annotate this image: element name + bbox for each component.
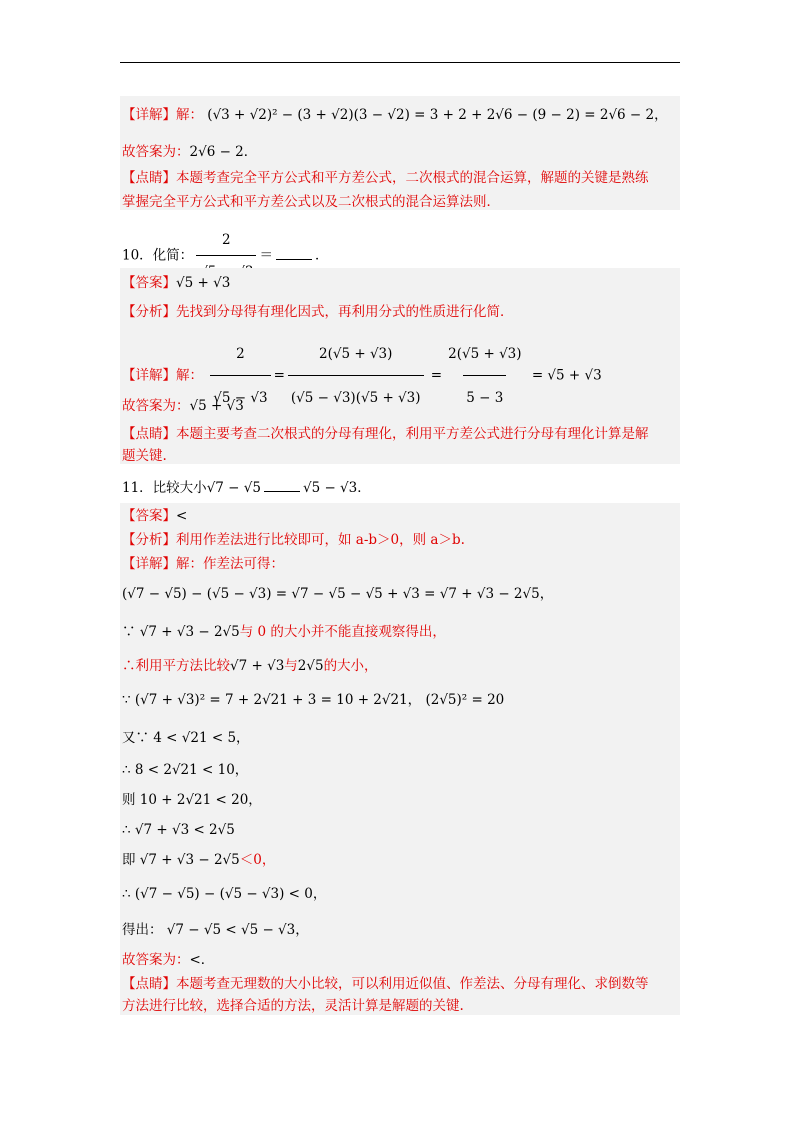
q11-step-7 (122, 790, 262, 810)
q10-comment-line1 (122, 424, 649, 444)
frac-denominator: 5 − 3 (463, 375, 506, 418)
q11-left-expr: √7 − √5 (206, 480, 261, 496)
step-text: 与 (284, 658, 298, 674)
frac-numerator: 2 (236, 346, 245, 362)
q11-step-9 (122, 850, 275, 870)
question-number: 11．比较大小 (122, 480, 207, 496)
q11-step-1 (122, 584, 553, 604)
analysis-label: 【分析】 (122, 304, 176, 320)
step-expression: ∴ √7 + √3 < 2√5 (122, 822, 235, 838)
q11-prompt (122, 477, 371, 498)
q10-detail-line: 【详解】解： $\frac{2}{√5 - √3}$ = $\frac{2(√5 + √3)}{(√5 - √3)(√5 + √3)}$ = $\frac{2(√5 + √3)}{5 - 3}$ = √5 + √3 (122, 334, 602, 418)
q9-comment-line2 (122, 192, 500, 212)
comment-text: 题关键. (122, 448, 167, 464)
detail-text: 解：作差法可得： (176, 556, 284, 572)
q11-step-11 (122, 920, 309, 940)
q9-answer-value: 2√6 − 2． (189, 144, 258, 160)
comment-label: 【点睛】 (122, 170, 176, 186)
q11-step-5 (122, 728, 250, 748)
q11-step-6 (122, 760, 248, 780)
analysis-text: 先找到分母得有理化因式，再利用分式的性质进行化简． (176, 304, 514, 320)
detail-label: 【详解】 (122, 556, 176, 572)
q11-analysis-line (122, 530, 465, 550)
q10-final-value: √5 + √3 (189, 398, 244, 414)
q10-answer-value: √5 + √3 (176, 275, 231, 291)
step-expression: ∵ √7 + √3 − 2√5 (122, 624, 240, 640)
step-expression: 即 √7 + √3 − 2√5 (122, 852, 240, 868)
comment-text: 本题主要考查二次根式的分母有理化，利用平方差公式进行分母有理化计算是解 (176, 426, 649, 442)
comment-label: 【点睛】 (122, 426, 176, 442)
step-expression: 又∵ 4 < √21 < 5， (122, 730, 250, 746)
answer-label: 【答案】 (122, 275, 176, 291)
q10-step2 (288, 334, 424, 418)
q10-analysis-line (122, 302, 514, 322)
answer-prefix: 故答案为： (122, 398, 190, 414)
frac-numerator: 2 (222, 232, 231, 248)
step-text: 的大小， (323, 658, 378, 674)
comment-text: 方法进行比较，选择合适的方法，灵活计算是解题的关键. (122, 998, 464, 1014)
step-expression: ∴ (√7 − √5) − (√5 − √3) < 0， (122, 886, 327, 902)
q11-comment-line1 (122, 974, 649, 994)
q9-detail-line (122, 105, 668, 125)
q10-prompt: 10．化简： 2 ＝ ． (122, 226, 328, 286)
q10-step3 (445, 334, 524, 418)
comment-text: 本题考查完全平方公式和平方差公式，二次根式的混合运算，解题的关键是熟练 (176, 170, 649, 186)
q11-step-2 (122, 622, 446, 642)
answer-blank (276, 245, 312, 260)
equals-sign: ＝ (259, 247, 273, 264)
q10-comment-line2 (122, 446, 167, 466)
step-text: ＜0， (239, 852, 276, 868)
q10-answer-line (122, 273, 230, 293)
q11-right-expr: √5 − √3． (302, 480, 371, 496)
frac-numerator: 2(√5 + √3) (319, 346, 393, 362)
q10-step4: = √5 + √3 (531, 367, 602, 384)
detail-jie: 解： (176, 107, 203, 123)
detail-jie: 解： (176, 367, 203, 384)
answer-label: 【答案】 (122, 508, 176, 524)
frac-denominator: (√5 − √3)(√5 + √3) (288, 375, 424, 418)
q9-detail-expression: (√3 + √2)² − (3 + √2)(3 − √2) = 3 + 2 + 2√6 − (9 − 2) = 2√6 − 2， (207, 107, 668, 123)
step-text: ∴利用平方法比较 (122, 658, 230, 674)
comment-label: 【点睛】 (122, 976, 176, 992)
step-expression: ∵ (√7 + √3)² = 7 + 2√21 + 3 = 10 + 2√21， (2√5)² = 20 (122, 692, 505, 708)
step-expression: √7 + √3 (230, 658, 285, 674)
step-expression: 2√5 (297, 658, 324, 674)
frac-numerator: 2(√5 + √3) (448, 346, 522, 362)
q11-step-10 (122, 884, 326, 904)
q11-answer-value: < (176, 508, 188, 524)
q11-final-line (122, 950, 214, 970)
analysis-text: 利用作差法进行比较即可，如 a-b＞0，则 a＞b. (176, 532, 465, 548)
q11-step-8 (122, 820, 235, 840)
q11-detail-line (122, 554, 284, 574)
q11-comment-line2 (122, 996, 464, 1016)
comment-text: 掌握完全平方公式和平方差公式以及二次根式的混合运算法则． (122, 194, 500, 210)
q11-answer-line (122, 506, 187, 526)
step-expression: 则 10 + 2√21 < 20， (122, 792, 262, 808)
detail-label: 【详解】 (122, 367, 176, 384)
q11-step-3 (122, 656, 378, 676)
step-expression: (√7 − √5) − (√5 − √3) = √7 − √5 − √5 + √3 = √7 + √3 − 2√5， (122, 586, 554, 602)
answer-blank (264, 477, 300, 492)
detail-label: 【详解】 (122, 107, 176, 123)
step-expression: 得出： √7 − √5 < √5 − √3， (122, 922, 309, 938)
header-rule (120, 62, 680, 63)
frac-denominator: √5 − √3 (210, 375, 270, 418)
q10-final-line (122, 396, 244, 416)
answer-prefix: 故答案为： (122, 144, 190, 160)
question-number: 10．化简： (122, 247, 194, 264)
analysis-label: 【分析】 (122, 532, 176, 548)
q11-final-value: <． (189, 952, 215, 968)
step-expression: ∴ 8 < 2√21 < 10， (122, 762, 249, 778)
answer-prefix: 故答案为： (122, 952, 190, 968)
q11-step-4 (122, 690, 504, 710)
q9-comment-line1 (122, 168, 649, 188)
step-text: 与 0 的大小并不能直接观察得出， (239, 624, 446, 640)
comment-text: 本题考查无理数的大小比较，可以利用近似值、作差法、分母有理化、求倒数等 (176, 976, 649, 992)
q9-answer-line (122, 142, 257, 162)
